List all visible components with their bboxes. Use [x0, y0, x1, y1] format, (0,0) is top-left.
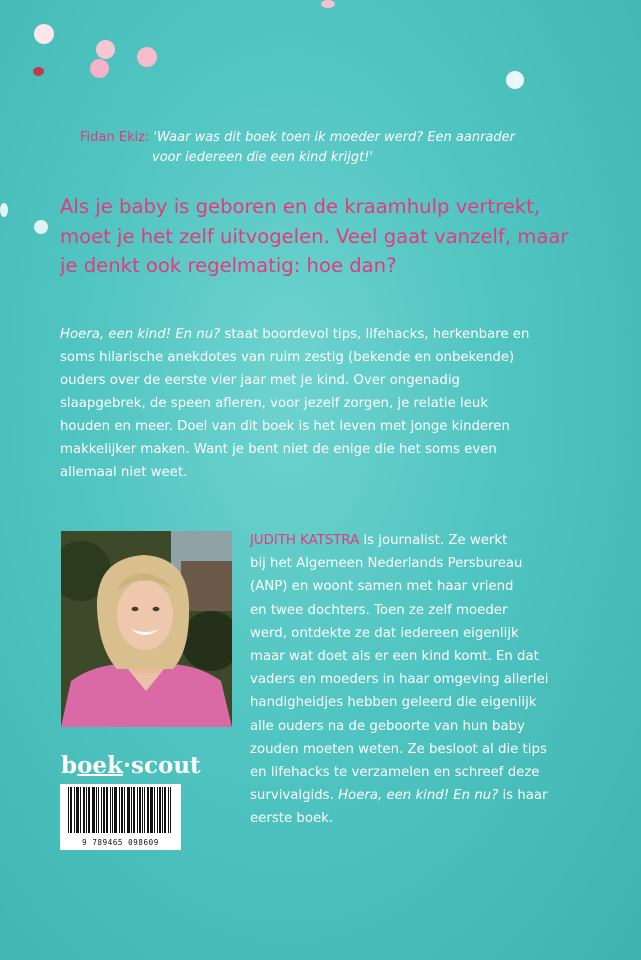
barcode-bar [110, 787, 111, 833]
confetti-dot [96, 40, 115, 59]
book-title-italic: Hoera, een kind! En nu? [60, 327, 221, 342]
barcode-bar [151, 787, 152, 833]
quote-author: Fidan Ekiz: [80, 130, 150, 145]
barcode-bar [121, 787, 122, 833]
confetti-dot [321, 0, 335, 8]
barcode-bar [133, 787, 134, 833]
barcode-bar [127, 787, 128, 833]
barcode-bar [68, 787, 69, 833]
confetti-dot [506, 71, 524, 89]
bio-line: maar wat doet als er een kind komt. En dat [250, 649, 539, 665]
quote-text-line1: 'Waar was dit boek toen ik moeder werd? Een aanrader [153, 130, 515, 145]
barcode-bar [139, 787, 140, 833]
barcode-bar [168, 787, 169, 833]
description-line: ouders over de eerste vier jaar met je kind. Over ongenadig [60, 373, 460, 388]
barcode-bar [92, 787, 93, 833]
barcode-bar [165, 787, 166, 833]
bio-line: eerste boek. [250, 811, 334, 827]
barcode-bar [160, 787, 161, 833]
barcode-bar [71, 787, 72, 833]
description-line: allemaal niet weet. [60, 465, 188, 480]
quote-text-line2: voor iedereen die een kind krijgt!' [152, 150, 374, 165]
barcode-bar [106, 787, 107, 833]
author-bio [250, 529, 595, 831]
barcode-bar [112, 787, 113, 833]
headline-line: moet je het zelf uitvogelen. Veel gaat vanzelf, maar [60, 224, 569, 248]
description-line: slaapgebrek, de speen afleren, voor jezelf zorgen, je relatie leuk [60, 396, 489, 411]
barcode-bar [114, 787, 115, 833]
confetti-dot [34, 220, 48, 234]
bio-line [250, 529, 595, 552]
barcode-bar [89, 787, 90, 833]
barcode-bar [129, 787, 130, 833]
barcode-bar [96, 787, 97, 833]
barcode-number: 9 789465 098609 [82, 838, 159, 847]
barcode-bar [115, 787, 116, 833]
bio-text: survivalgids. [250, 788, 339, 804]
barcode-bar [157, 787, 158, 833]
bio-line [250, 784, 595, 807]
bio-line: alle ouders na de geboorte van hun baby [250, 718, 525, 734]
bio-text: is haar [498, 788, 548, 804]
barcode-bar [70, 787, 71, 833]
description-line: houden en meer. Doel van dit boek is het leven met jonge kinderen [60, 419, 510, 434]
barcode-bar [142, 787, 143, 833]
bio-line: en lifehacks te verzamelen en schreef deze [250, 765, 540, 781]
barcode-bar [148, 787, 149, 833]
barcode-bar [140, 787, 141, 833]
barcode-bar [116, 787, 117, 833]
barcode-bar [162, 787, 163, 833]
barcode-bars [60, 787, 181, 841]
barcode-bar [88, 787, 89, 833]
barcode-bar [74, 787, 75, 833]
book-title-italic: Hoera, een kind! En nu? [338, 788, 499, 804]
barcode-bar [122, 787, 123, 833]
barcode-bar [124, 787, 125, 833]
publisher-logo [61, 752, 201, 782]
barcode-bar [128, 787, 129, 833]
logo-text: ·scout [123, 752, 201, 779]
barcode-bar [137, 787, 138, 833]
isbn-barcode [60, 784, 181, 850]
barcode-bar [144, 787, 145, 833]
barcode-bar [83, 787, 84, 833]
author-name: JUDITH KATSTRA [250, 533, 360, 548]
barcode-bar [84, 787, 85, 833]
barcode-bar [150, 787, 151, 833]
bio-line: (ANP) en woont samen met haar vriend [250, 579, 514, 595]
barcode-bar [147, 787, 148, 833]
confetti-dot [33, 67, 44, 76]
barcode-bar [80, 787, 81, 833]
headline-line: Als je baby is geboren en de kraamhulp vertrekt, [60, 195, 541, 218]
description-line: soms hilarische anekdotes van ruim zestig (bekende en onbekende) [60, 350, 515, 365]
bio-text: is journalist. Ze werkt [359, 533, 508, 548]
headline [60, 192, 620, 281]
description-line [60, 323, 600, 346]
barcode-bar [131, 787, 132, 833]
confetti-dot [0, 203, 8, 217]
barcode-bar [107, 787, 108, 833]
bio-line: bij het Algemeen Nederlands Persbureau [250, 556, 523, 572]
barcode-bar [170, 787, 171, 833]
author-photo [61, 531, 232, 727]
barcode-bar [98, 787, 99, 833]
logo-text: b [61, 752, 78, 779]
barcode-bar [77, 787, 78, 833]
barcode-bar [152, 787, 153, 833]
barcode-bar [101, 787, 102, 833]
description-line: makkelijker maken. Want je bent niet de enige die het soms even [60, 442, 497, 457]
review-quote [80, 128, 600, 168]
logo-text: oek [77, 752, 124, 779]
barcode-bar [103, 787, 104, 833]
bio-line: en twee dochters. Toen ze zelf moeder [250, 602, 508, 618]
bio-line: werd, ontdekte ze dat iedereen eigenlijk [250, 625, 519, 641]
barcode-bar [154, 787, 155, 833]
barcode-bar [164, 787, 165, 833]
bio-line: vaders en moeders in haar omgeving allerlei [250, 672, 549, 688]
barcode-bar [119, 787, 120, 833]
barcode-bar [134, 787, 135, 833]
confetti-dot [34, 24, 54, 44]
confetti-dot [137, 47, 157, 67]
headline-line: je denkt ook regelmatig: hoe dan? [60, 254, 397, 277]
barcode-bar [93, 787, 94, 833]
bio-line: handigheidjes hebben geleerd die eigenlijk [250, 695, 537, 711]
book-description [60, 323, 600, 484]
barcode-bar [78, 787, 79, 833]
description-text: staat boordevol tips, lifehacks, herkenbare en [220, 327, 530, 342]
barcode-bar [104, 787, 105, 833]
bio-line: zouden moeten weten. Ze besloot al die tips [250, 741, 547, 757]
barcode-bar [86, 787, 87, 833]
barcode-bar [76, 787, 77, 833]
barcode-bar [159, 787, 160, 833]
confetti-dot [90, 59, 109, 78]
barcode-bar [94, 787, 95, 833]
